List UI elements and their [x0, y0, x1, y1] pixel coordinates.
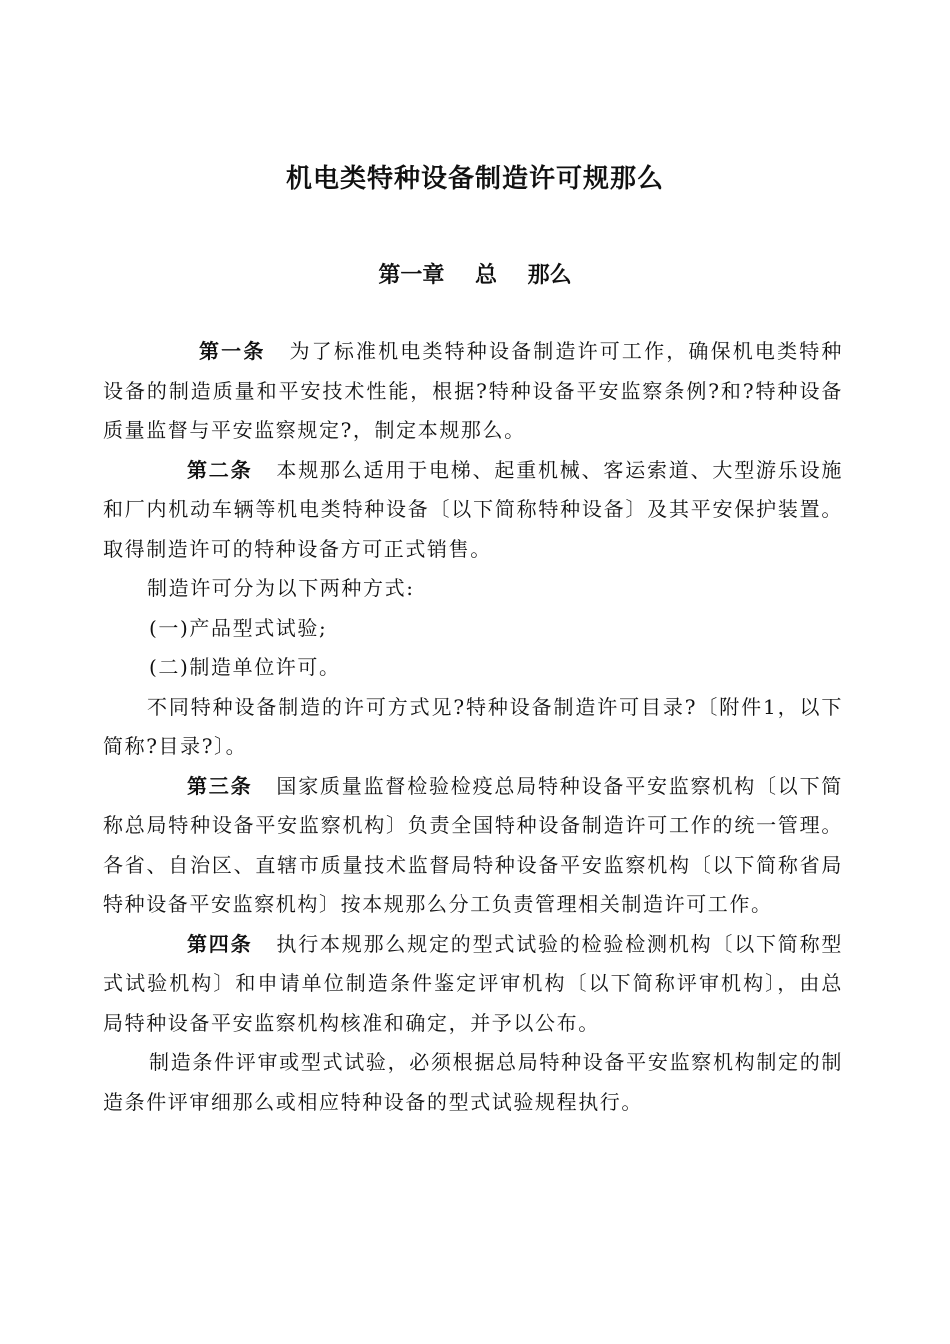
article-2-paragraph: 制造许可分为以下两种方式:	[147, 576, 415, 600]
article-3	[103, 767, 843, 925]
article-2-text: 本规那么适用于电梯、起重机械、客运索道、大型游乐设施和厂内机动车辆等机电类特种设备〔以下简称特种设备〕及其平安保护装置。取得制造许可的特种设备方可正式销售。	[103, 457, 843, 561]
article-1-text: 为了标准机电类特种设备制造许可工作，确保机电类特种设备的制造质量和平安技术性能，根据?特种设备平安监察条例?和?特种设备质量监督与平安监察规定?，制定本规那么。	[103, 339, 843, 442]
article-2-paragraph-3: 不同特种设备制造的许可方式见?特种设备制造许可目录?〔附件1，以下简称?目录?〕。	[103, 694, 843, 758]
article-3-text: 国家质量监督检验检疫总局特种设备平安监察机构〔以下简称总局特种设备平安监察机构〕负责全国特种设备制造许可工作的统一管理。各省、自治区、直辖市质量技术监督局特种设备平安监察机构〔以下简称省局特种设备平安监察机构〕按本规那么分工负责管理相关制造许可工作。	[103, 773, 843, 916]
article-1	[103, 332, 843, 451]
document-body	[103, 332, 843, 1122]
article-2-label: 第二条	[187, 457, 253, 482]
document-title: 机电类特种设备制造许可规那么	[285, 164, 664, 194]
article-4-text: 执行本规那么规定的型式试验的检验检测机构〔以下简称型式试验机构〕和申请单位制造条件鉴定评审机构〔以下简称评审机构〕，由总局特种设备平安监察机构核准和确定，并予以公布。	[103, 931, 843, 1035]
article-2-item-1: (一)产品型式试验;	[149, 615, 328, 640]
article-1-label: 第一条	[199, 339, 266, 363]
article-4-paragraph: 制造条件评审或型式试验，必须根据总局特种设备平安监察机构制定的制造条件评审细那么或相应特种设备的型式试验规程执行。	[103, 1050, 843, 1114]
article-4	[103, 925, 843, 1044]
chapter-heading: 第一章 总 那么	[378, 263, 572, 288]
article-3-label: 第三条	[187, 773, 253, 798]
article-2-item-2: (二)制造单位许可。	[149, 655, 341, 679]
article-4-label: 第四条	[187, 931, 253, 956]
article-2	[103, 451, 843, 570]
